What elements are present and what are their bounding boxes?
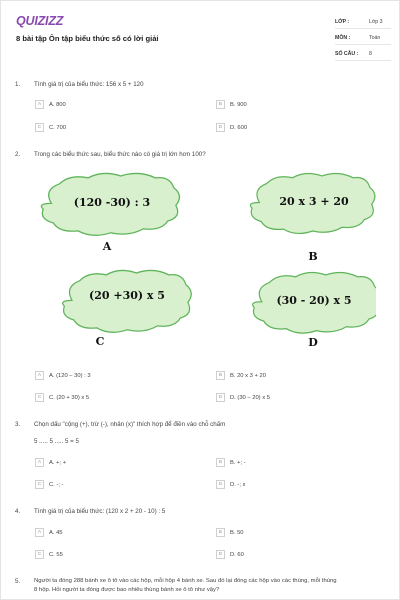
- question-text: Tính giá trị của biểu thức: 156 x 5 + 120: [34, 81, 144, 88]
- option-letter-box: D: [216, 393, 225, 402]
- option-a[interactable]: [35, 527, 63, 538]
- cloud-expression: 20 x 3 + 20: [279, 195, 349, 208]
- question-text: Trong các biểu thức sau, biểu thức nào có giá trị lớn hơn 100?: [34, 151, 206, 158]
- option-c[interactable]: [35, 392, 89, 403]
- option-c[interactable]: [35, 549, 63, 560]
- cloud-letter: B: [308, 250, 318, 263]
- meta-value: Toán: [369, 34, 381, 41]
- option-letter-box: A: [35, 458, 44, 467]
- option-text: C. -; -: [49, 481, 64, 488]
- option-letter-box: B: [216, 458, 225, 467]
- option-letter-box: B: [216, 100, 225, 109]
- option-d[interactable]: [216, 479, 245, 490]
- option-d[interactable]: [216, 122, 247, 133]
- option-text: A. 45: [49, 529, 63, 536]
- meta-row-subject: [335, 31, 391, 45]
- option-text: A. 800: [49, 101, 66, 108]
- option-letter-box: A: [35, 100, 44, 109]
- option-a[interactable]: [35, 370, 91, 381]
- question-text-continued: 8 hộp. Hỏi người ta đóng được bao nhiêu thùng bánh xe ô tô như vậy?: [34, 587, 220, 593]
- option-text: D. 600: [230, 124, 248, 131]
- option-d[interactable]: [216, 392, 270, 403]
- option-letter-box: D: [216, 480, 225, 489]
- cloud-letter: C: [95, 335, 105, 348]
- option-b[interactable]: [216, 370, 266, 381]
- option-letter-box: C: [35, 480, 44, 489]
- option-letter-box: D: [216, 550, 225, 559]
- question-text: Tính giá trị của biểu thức: (120 x 2 + 20 - 10) : 5: [34, 508, 166, 515]
- option-text: A. (120 – 30) : 3: [49, 372, 91, 379]
- meta-label: LỚP :: [335, 18, 350, 25]
- option-text: C. 55: [49, 551, 63, 558]
- option-b[interactable]: [216, 99, 247, 110]
- option-letter-box: D: [216, 123, 225, 132]
- option-letter-box: C: [35, 123, 44, 132]
- option-letter-box: C: [35, 550, 44, 559]
- option-a[interactable]: [35, 457, 66, 468]
- option-text: A. +; +: [49, 459, 67, 466]
- expression-clouds-figure: [31, 171, 376, 356]
- question-number: 1.: [15, 81, 21, 88]
- option-b[interactable]: [216, 457, 246, 468]
- question-text: Người ta đóng 288 bánh xe ô tô vào các hộp, mỗi hộp 4 bánh xe. Sau đó lại đóng các hộp vào các thùng, mỗi thùng: [34, 578, 337, 584]
- option-d[interactable]: [216, 549, 244, 560]
- option-letter-box: A: [35, 528, 44, 537]
- question-number: 2.: [15, 151, 21, 158]
- option-text: C. (20 + 30) x 5: [49, 394, 90, 401]
- cloud-d: [253, 272, 376, 349]
- cloud-c: [63, 270, 192, 348]
- option-letter-box: B: [216, 371, 225, 380]
- question-number: 5.: [15, 578, 21, 585]
- cloud-letter: A: [102, 240, 112, 253]
- meta-row-question-count: [335, 47, 391, 61]
- cloud-b: [250, 173, 375, 263]
- option-text: B. 50: [230, 529, 244, 536]
- option-letter-box: B: [216, 528, 225, 537]
- option-text: D. 60: [230, 551, 244, 558]
- option-c[interactable]: [35, 479, 64, 490]
- option-text: C. 700: [49, 124, 67, 131]
- quizizz-logo: QUIZIZZ: [16, 14, 64, 28]
- cloud-a: [41, 173, 179, 253]
- cloud-letter: D: [308, 336, 318, 349]
- meta-row-grade: [335, 15, 391, 29]
- option-letter-box: C: [35, 393, 44, 402]
- cloud-expression: (30 - 20) x 5: [276, 294, 352, 307]
- question-number: 3.: [15, 421, 21, 428]
- meta-value: Lớp 3: [369, 18, 383, 25]
- question-text: Chọn dấu "cộng (+), trừ (-), nhân (x)" thích hợp để điền vào chỗ chấm: [34, 421, 226, 428]
- question-expression: 5 ..... 5 ..... 5 = 5: [34, 438, 79, 445]
- option-text: B. +; -: [230, 459, 246, 466]
- cloud-expression: (120 -30) : 3: [73, 196, 151, 209]
- meta-label: MÔN :: [335, 34, 351, 41]
- option-text: B. 20 x 3 + 20: [230, 372, 266, 379]
- option-b[interactable]: [216, 527, 244, 538]
- option-text: D. (30 – 20) x 5: [230, 394, 270, 401]
- option-c[interactable]: [35, 122, 66, 133]
- option-text: D. -; x: [230, 481, 246, 488]
- option-letter-box: A: [35, 371, 44, 380]
- page-title: 8 bài tập Ôn tập biểu thức số có lời giải: [16, 34, 159, 43]
- meta-value: 8: [369, 50, 372, 57]
- meta-label: SỐ CÂU :: [335, 50, 359, 57]
- question-number: 4.: [15, 508, 21, 515]
- option-a[interactable]: [35, 99, 66, 110]
- cloud-expression: (20 +30) x 5: [89, 289, 165, 302]
- worksheet-meta: [335, 15, 391, 61]
- option-text: B. 900: [230, 101, 247, 108]
